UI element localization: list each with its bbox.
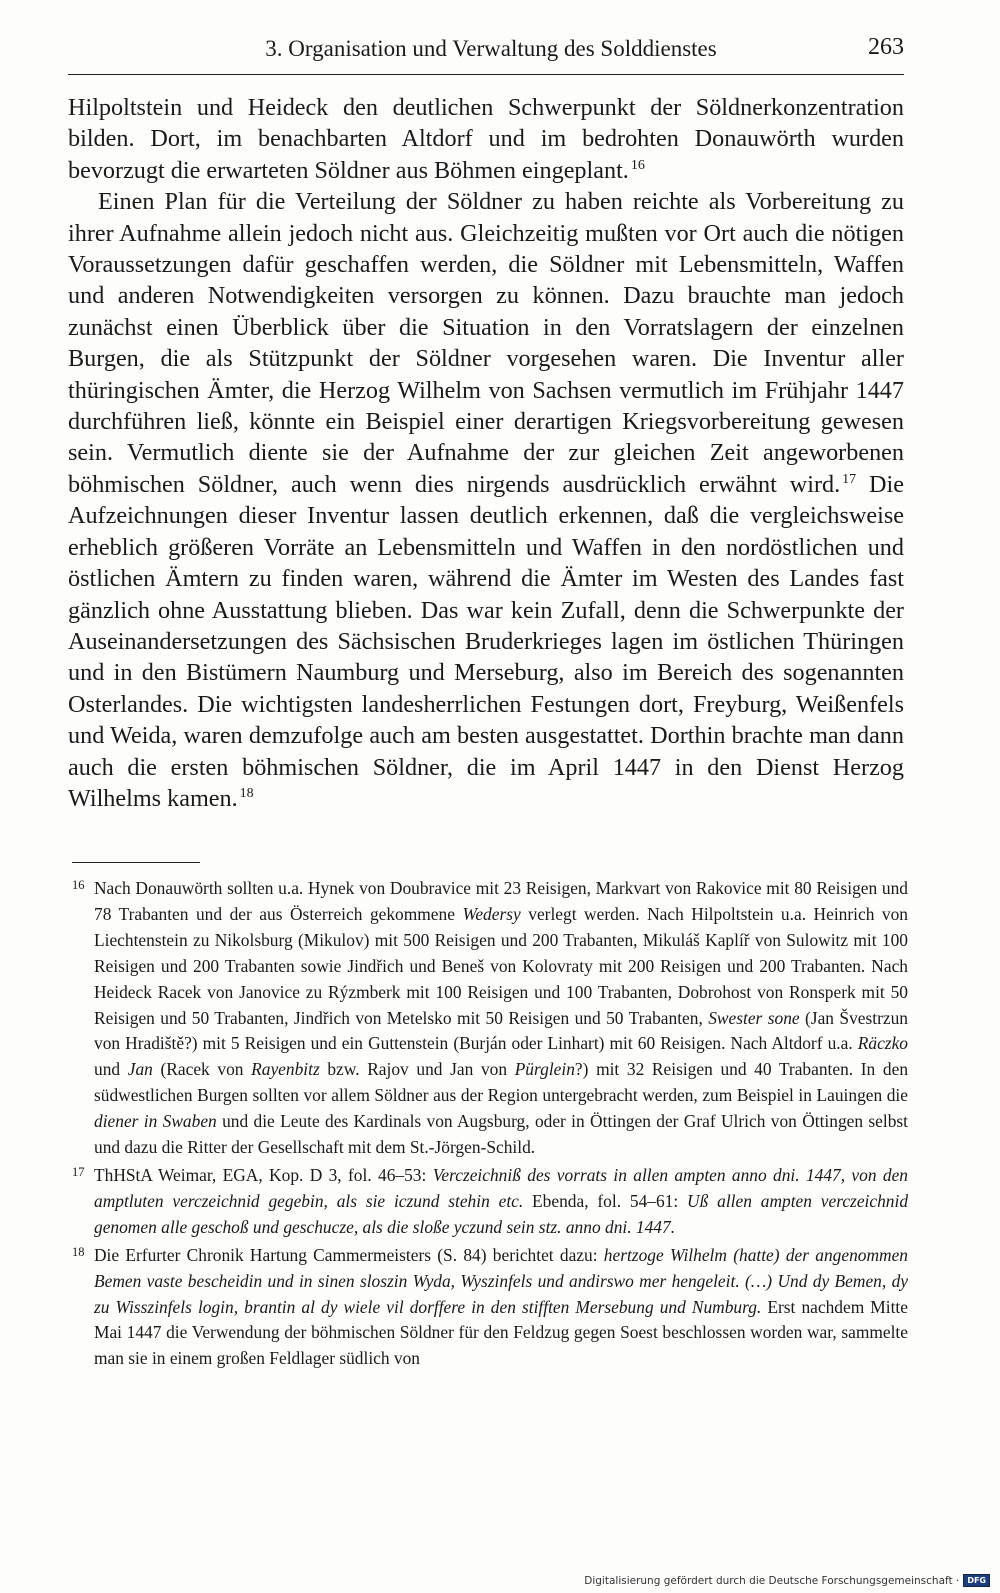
footnote-quote: Uß allen ampten verczeichnid genomen alle geschoß und geschucze, als die sloße yczund sein stz. anno dni. 1447.	[94, 1190, 909, 1237]
paragraph-2-text: Einen Plan für die Verteilung der Söldner zu haben reichte als Vorbereitung zu ihrer Aufnahme allein jedoch nicht aus. Gleichzeitig mußten vor Ort auch die nötigen Voraussetzungen dafür geschaffen werden, die Söldner mit Lebensmitteln, Waffen und anderen Notwendigkeiten versorgen zu können. Dazu brauchte man jedoch zunächst einen Überblick über die Situation in den Vorratslagern der einzelnen Burgen, die als Stützpunkt der Söldner vorgesehen waren. Die Inventur aller thüringischen Ämter, die Herzog Wilhelm von Sachsen vermutlich im Frühjahr 1447 durchführen ließ, könnte ein Beispiel einer derartigen Kriegsvorbereitung gewesen sein. Vermutlich diente sie der Aufnahme der zur gleichen Zeit angeworbenen böhmischen Söldner, auch wenn dies nirgends ausdrücklich erwähnt wird.	[68, 188, 904, 498]
footnote-ref-16: 16	[630, 157, 645, 173]
running-header	[68, 30, 904, 75]
paragraph-2	[68, 186, 904, 814]
footnote-text: bzw. Rajov und Jan von	[319, 1059, 515, 1080]
footnote-separator	[72, 862, 200, 863]
footnote-quote: hertzoge Wilhelm (hatte) der angenommen Bemen vaste bescheidin und in sinen sloszin Wyda, Wyszinfels und andirswo mer hengeleit. (…) Und dy Bemen, dy zu Wisszinfels login, brantin al dy wiele vil dorffere in den stifften Mersebung und Numburg.	[94, 1244, 908, 1317]
footnotes	[72, 876, 908, 1374]
footnote-ref-18: 18	[239, 785, 254, 801]
footnote-18	[72, 1243, 908, 1373]
footnote-text: (Jan Švestrzun von Hradiště?) mit 5 Reisigen und ein Guttenstein (Burján oder Linhart) mit 60 Reisigen. Nach Altdorf u.a.	[94, 1007, 908, 1054]
footnote-quote: Wedersy	[462, 903, 521, 924]
footnote-text: und die Leute des Kardinals von Augsburg, oder in Öttingen der Graf Ulrich von Öttingen selbst und dazu die Ritter der Gesellschaft mit dem St.-Jörgen-Schild.	[94, 1111, 909, 1158]
footnote-quote: Räczko	[857, 1033, 908, 1054]
footnote-text: Erst nachdem Mitte Mai 1447 die Verwendung der böhmischen Söldner für den Feldzug gegen Soest beschlossen worden war, sammelte man sie in einem großen Feldlager südlich von	[94, 1296, 908, 1369]
dfg-logo: DFG	[963, 1574, 990, 1587]
footnote-text: (Racek von	[152, 1059, 252, 1080]
footnote-quote: Rayenbitz	[251, 1059, 320, 1080]
paragraph-1	[68, 92, 904, 186]
footnote-text: ?) mit 32 Reisigen und 40 Trabanten. In den südwestlichen Burgen sollten vor allem Söldner aus der Region untergebracht werden, zum Beispiel in Lauingen die	[94, 1059, 909, 1106]
footnote-text: verlegt werden. Nach Hilpoltstein u.a. Heinrich von Liechtenstein zu Nikolsburg (Mikulov) mit 500 Reisigen und 200 Trabanten, Mikuláš Kaplíř von Sulowitz mit 100 Reisigen und 200 Trabanten sowie Jindřich und Beneš von Kolovraty mit 200 Reisigen und 200 Trabanten. Nach Heideck Racek von Janovice zu Rýzmberk mit 100 Reisigen und 100 Trabanten, Dobrohost von Ronsperk mit 50 Reisigen und 50 Trabanten, Jindřich von Metelsko mit 50 Reisigen und 50 Trabanten,	[94, 903, 908, 1028]
footnote-number: 17	[72, 1164, 85, 1179]
footnote-quote: Pürglein	[514, 1059, 575, 1080]
footnote-quote: Verczeichniß des vorrats in allen ampten anno dni. 1447, von den amptluten verczeichnid gegebin, als sie iczund stehin etc.	[94, 1164, 909, 1211]
footnote-number: 18	[72, 1244, 85, 1259]
footnote-quote: diener in Swaben	[94, 1111, 217, 1132]
page-number: 263	[868, 34, 904, 60]
footnote-16	[72, 876, 908, 1161]
running-title: 3. Organisation und Verwaltung des Solddienstes	[265, 36, 717, 61]
footnote-text: Ebenda, fol. 54–61:	[523, 1190, 688, 1211]
footnote-text: ThHStA Weimar, EGA, Kop. D 3, fol. 46–53:	[94, 1164, 433, 1185]
footnote-quote: Jan	[127, 1059, 153, 1080]
footnote-text: Nach Donauwörth sollten u.a. Hynek von Doubravice mit 23 Reisigen, Markvart von Rakovice mit 80 Reisigen und 78 Trabanten und der aus Österreich gekommene	[94, 878, 908, 924]
paragraph-1-text: Hilpoltstein und Heideck den deutlichen Schwerpunkt der Söldnerkonzentration bilden. Dort, im benachbarten Altdorf und im bedrohten Donauwörth wurden bevorzugt die erwarteten Söldner aus Böhmen eingeplant.	[68, 94, 904, 184]
footnote-number: 16	[72, 878, 85, 892]
paragraph-2-rest: Die Aufzeichnungen dieser Inventur lassen deutlich erkennen, daß die vergleichsweise erheblich größeren Vorräte an Lebensmitteln und Waffen in den nordöstlichen und östlichen Ämtern zu finden waren, während die Ämter im Westen des Landes fast gänzlich ohne Ausstattung blieben. Das war kein Zufall, denn die Schwerpunkte der Auseinandersetzungen des Sächsischen Bruderkrieges lagen im östlichen Thüringen und in den Bistümern Naumburg und Merseburg, also im Bereich des sogenannten Osterlandes. Die wichtigsten landesherrlichen Festungen dort, Freyburg, Weißenfels und Weida, waren demzufolge auch am besten ausgestattet. Dorthin brachte man dann auch die ersten böhmischen Söldner, die im April 1447 in den Dienst Herzog Wilhelms kamen.	[68, 470, 904, 812]
credit-text: Digitalisierung gefördert durch die Deutsche Forschungsgemeinschaft ·	[584, 1574, 960, 1587]
footnote-17	[72, 1163, 908, 1241]
footnote-quote: Swester sone	[708, 1007, 800, 1028]
main-text	[68, 92, 904, 814]
digitization-credit	[584, 1574, 990, 1587]
footnote-text: und	[94, 1059, 128, 1080]
footnote-text: Die Erfurter Chronik Hartung Cammermeisters (S. 84) berichtet dazu:	[94, 1244, 604, 1265]
footnote-ref-17: 17	[842, 471, 857, 487]
